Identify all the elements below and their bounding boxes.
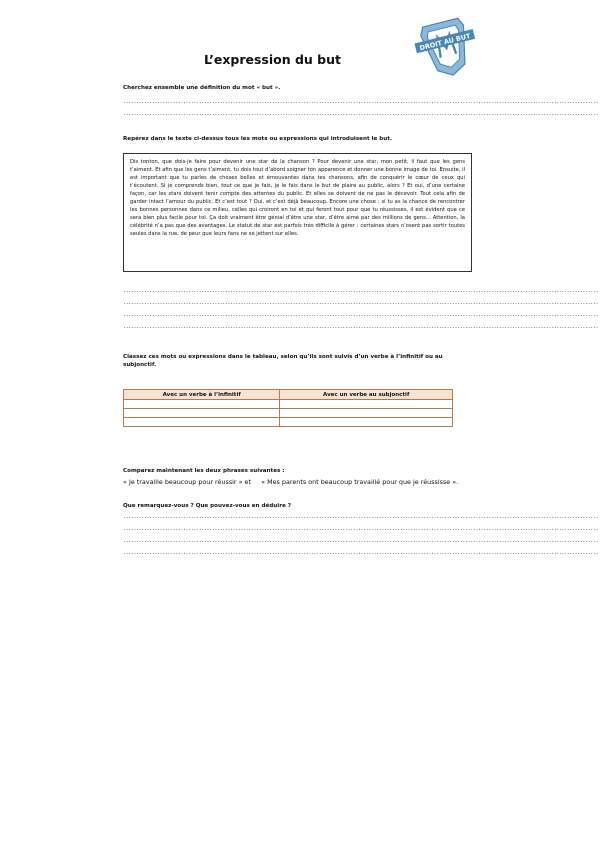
- answer-line[interactable]: ......................................................................................................................................................................................: [123, 514, 599, 520]
- table-cell[interactable]: [124, 418, 280, 427]
- phrase-one: « Je travaille beaucoup pour réussir » et: [123, 478, 251, 486]
- answer-line[interactable]: ......................................................................................................................................................................................: [123, 312, 599, 318]
- phrase-lines: [123, 477, 483, 488]
- column-header-infinitif: Avec un verbe à l’infinitif: [124, 390, 280, 400]
- answer-line[interactable]: ......................................................................................................................................................................................: [123, 300, 599, 306]
- phrase-two: « Mes parents ont beaucoup travaillé pour que je réussisse ».: [261, 478, 459, 486]
- answer-line[interactable]: ......................................................................................................................................................................................: [123, 526, 599, 532]
- answer-line[interactable]: ......................................................................................................................................................................................: [123, 99, 599, 105]
- logo-text: DROIT AU BUT: [418, 31, 472, 53]
- table-row: [124, 400, 453, 409]
- answer-line[interactable]: ......................................................................................................................................................................................: [123, 538, 599, 544]
- reading-text-box: Dis tonton, que dois-je faire pour devenir une star de la chanson ? Pour devenir une star, mon petit, il faut que les gens t’aiment. Et afin que les gens t’aiment, tu dois tout d’abord soigner ton apparence et donner une bonne image de toi. Ensuite, il est important que tu parles de choses belles et émouvantes dans tes chansons, afin de conquérir le cœur de ceux qui t’écoutent. Si je comprends bien, tout ce que je fais, je le fais dans le but de plaire au public, alors ? Et oui, d’une certaine façon, car les stars doivent tenir compte des attentes du public. Et elles se doivent de ne pas le décevoir. Tout cela afin de garder intact l’amour du public. Et c’est tout ? Oui, et c’est déjà beaucoup. Encore une chose : si tu as la chance de rencontrer les bonnes personnes dans ce milieu, celles qui croiront en toi et qui feront tout pour que tu réussisses, il est évident que ce sera bien plus facile pour toi. Ça doit vraiment être génial d’être une star, d’être aimé par des millions de gens... Attention, la célébrité n’a pas que des avantages. Le statut de star est parfois très difficile à gérer : certaines stars n’osent pas sortir toutes seules dans la rue, de peur que leurs fans ne se jettent sur elles.: [123, 153, 472, 272]
- question-comparez: Comparez maintenant les deux phrases suivantes :: [123, 468, 285, 474]
- table-row: [124, 409, 453, 418]
- table-cell[interactable]: [280, 400, 453, 409]
- droit-au-but-logo: [410, 10, 482, 82]
- answer-line[interactable]: ......................................................................................................................................................................................: [123, 288, 599, 294]
- answer-line[interactable]: ......................................................................................................................................................................................: [123, 550, 599, 556]
- page-title: L’expression du but: [204, 52, 341, 67]
- question-definition: Cherchez ensemble une définition du mot « but ».: [123, 85, 281, 91]
- question-remarquez: Que remarquez-vous ? Que pouvez-vous en déduire ?: [123, 503, 291, 509]
- question-classez: Classez ces mots ou expressions dans le tableau, selon qu’ils sont suivis d’un verbe à l’infinitif ou au subjonctif.: [123, 354, 443, 368]
- table-cell[interactable]: [280, 409, 453, 418]
- answer-line[interactable]: ......................................................................................................................................................................................: [123, 111, 599, 117]
- answer-line[interactable]: ......................................................................................................................................................................................: [123, 324, 599, 330]
- table-cell[interactable]: [124, 409, 280, 418]
- column-header-subjonctif: Avec un verbe au subjonctif: [280, 390, 453, 400]
- table-cell[interactable]: [280, 418, 453, 427]
- table-row: [124, 418, 453, 427]
- classification-table: [123, 389, 453, 427]
- table-cell[interactable]: [124, 400, 280, 409]
- question-reperez: Repérez dans le texte ci-dessus tous les mots ou expressions qui introduisent le but.: [123, 136, 393, 142]
- comparison-section: [123, 466, 483, 488]
